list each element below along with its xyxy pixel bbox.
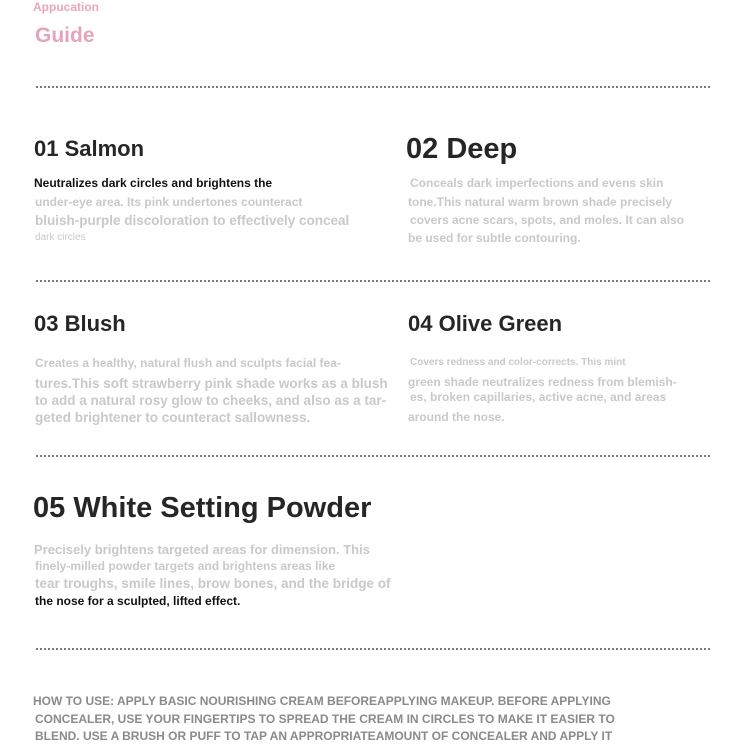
section-text-line: bluish-purple discoloration to effectively conceal	[35, 213, 350, 228]
section-text-line: finely-milled powder targets and brightens areas like	[35, 559, 336, 573]
divider	[36, 280, 710, 282]
section-text-line: es, broken capillaries, active acne, and areas	[410, 390, 667, 404]
section-title-olive-green: 04 Olive Green	[408, 311, 563, 336]
section-title-blush: 03 Blush	[34, 311, 126, 336]
how-to-use-line: BLEND. USE A BRUSH OR PUFF TO TAP AN APPROPRIATEAMOUNT OF CONCEALER AND APPLY IT	[35, 729, 613, 743]
section-text-line: be used for subtle contouring.	[408, 231, 581, 245]
divider	[36, 86, 710, 88]
section-text-line: dark circles	[35, 232, 86, 243]
section-text-line: tear troughs, smile lines, brow bones, and the bridge of	[35, 576, 391, 591]
divider	[36, 455, 710, 457]
section-text-line: Precisely brightens targeted areas for dimension. This	[34, 542, 370, 557]
divider	[36, 648, 710, 650]
section-title-deep: 02 Deep	[406, 133, 518, 165]
section-text-line: Neutralizes dark circles and brightens the	[34, 176, 273, 190]
section-text-line: covers acne scars, spots, and moles. It can also	[410, 213, 685, 227]
section-text-line: around the nose.	[408, 410, 505, 424]
section-text-line: the nose for a sculpted, lifted effect.	[35, 594, 241, 608]
section-text-line: Conceals dark imperfections and evens skin	[410, 176, 664, 190]
page-title: Guide	[35, 24, 95, 47]
section-text-line: green shade neutralizes redness from blemish-	[408, 375, 677, 389]
section-text-line: under-eye area. Its pink undertones counteract	[35, 195, 303, 209]
section-text-line: tone.This natural warm brown shade precisely	[408, 195, 673, 209]
section-text-line: geted brightener to counteract sallowness.	[35, 410, 311, 425]
section-text-line: to add a natural rosy glow to cheeks, and also as a tar-	[35, 393, 387, 408]
section-title-salmon: 01 Salmon	[34, 136, 145, 161]
how-to-use-line: HOW TO USE: APPLY BASIC NOURISHING CREAM BEFOREAPPLYING MAKEUP. BEFORE APPLYING	[33, 694, 611, 708]
section-text-line: Covers redness and color-corrects. This mint	[410, 357, 626, 368]
app-subtitle: Appucation	[33, 0, 99, 14]
section-text-line: Creates a healthy, natural flush and sculpts facial fea-	[35, 356, 341, 370]
section-title-white-setting-powder: 05 White Setting Powder	[33, 492, 372, 524]
section-text-line: tures.This soft strawberry pink shade works as a blush	[35, 376, 388, 391]
how-to-use-line: CONCEALER, USE YOUR FINGERTIPS TO SPREAD THE CREAM IN CIRCLES TO MAKE IT EASIER TO	[35, 712, 615, 726]
